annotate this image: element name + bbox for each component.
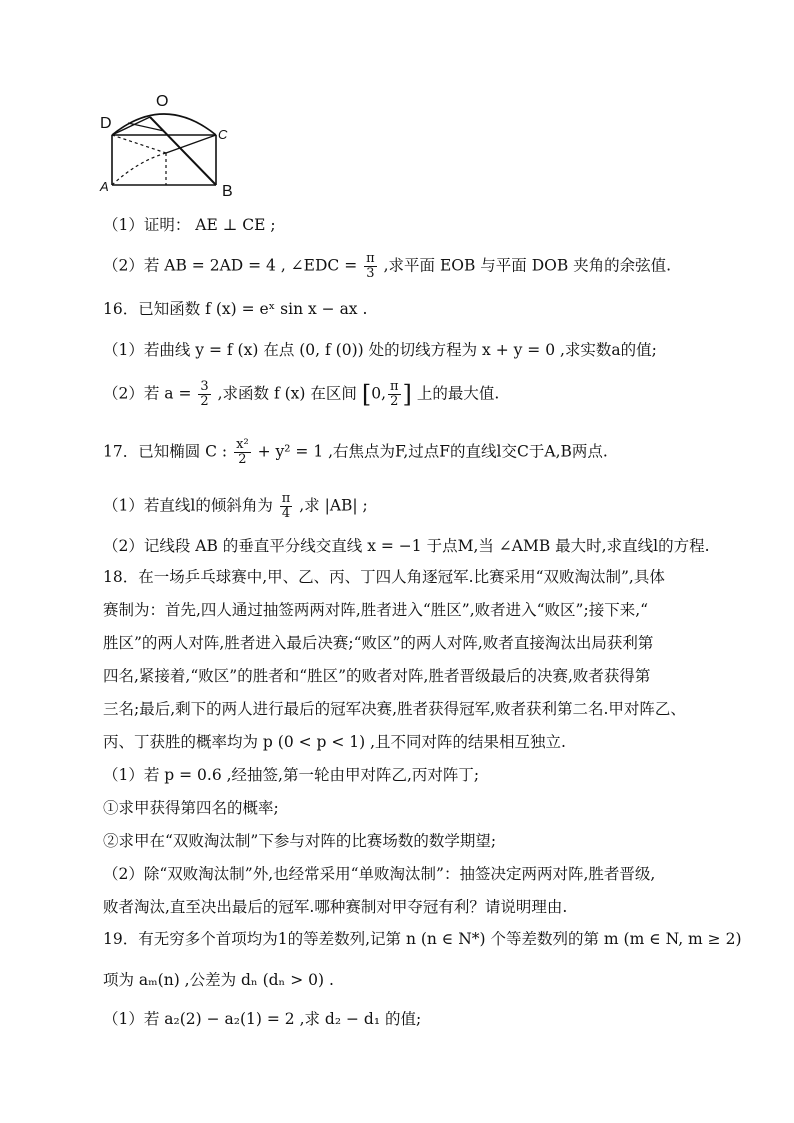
q17-part1 — [103, 492, 703, 521]
q16-part2-suffix: 上的最大值. — [416, 384, 500, 403]
q17-frac-num: x² — [236, 437, 249, 452]
q17-part1-fraction — [280, 492, 293, 521]
q16-part1: （1）若曲线 y = f (x) 在点 (0, f (0)) 处的切线方程为 x + y = 0 ,求实数a的值; — [103, 341, 657, 359]
q16-part2-prefix: （2）若 a = — [103, 384, 192, 403]
q17-part1-frac-num: π — [281, 491, 291, 506]
q15-part2-fraction — [364, 252, 377, 281]
q16-part2-mid: ,求函数 f (x) 在区间 — [217, 384, 357, 403]
q17-part1-frac-den: 4 — [281, 506, 291, 521]
q16-interval-num: π — [390, 379, 399, 394]
q17-part1-suffix: ,求 |AB| ; — [299, 496, 368, 515]
q17-stem-prefix: 17．已知椭圆 C : — [103, 442, 228, 461]
q15-part2-suffix: ,求平面 EOB 与平面 DOB 夹角的余弦值. — [383, 256, 672, 275]
q16-frac-num: 3 — [200, 379, 209, 394]
q16-part2 — [103, 380, 703, 409]
q15-part2-prefix: （2）若 AB = 2AD = 4 , ∠EDC = — [103, 256, 358, 275]
q18-stem-line-3: 胜区”的两人对阵,胜者进入最后决赛;“败区”的两人对阵,败者直接淘汰出局获利第 — [103, 634, 654, 652]
label-d: D — [100, 115, 112, 132]
q18-part1: （1）若 p = 0.6 ,经抽签,第一轮由甲对阵乙,丙对阵丁; — [103, 766, 480, 784]
q18-part2-line-2: 败者淘汰,直至决出最后的冠军.哪种赛制对甲夺冠有利？请说明理由. — [103, 898, 568, 916]
q16-interval-den: 2 — [390, 394, 399, 409]
q17-frac-den: 2 — [238, 452, 247, 467]
q19-part1: （1）若 a₂(2) − a₂(1) = 2 ,求 d₂ − d₁ 的值; — [103, 1010, 422, 1028]
q17-part1-prefix: （1）若直线l的倾斜角为 — [103, 496, 273, 515]
q18-stem-line-4: 四名,紧接着,“败区”的胜者和“胜区”的败者对阵,胜者晋级最后的决赛,败者获得第 — [103, 667, 651, 685]
q19-line-1: 19．有无穷多个首项均为1的等差数列,记第 n (n ∈ N*) 个等差数列的第 m (m ∈ N, m ≥ 2) — [103, 930, 742, 948]
q18-part2-line-1: （2）除“双败淘汰制”外,也经常采用“单败淘汰制”：抽签决定两两对阵,胜者晋级, — [103, 865, 656, 883]
q16-interval-left: 0, — [371, 384, 386, 403]
q16-frac-den: 2 — [200, 394, 209, 409]
q18-stem-line-1: 18．在一场乒乓球赛中,甲、乙、丙、丁四人角逐冠军.比赛采用“双败淘汰制”,具体 — [103, 568, 665, 586]
dashed-ae — [112, 153, 166, 185]
label-a: A — [100, 179, 109, 194]
dashed-de — [112, 135, 166, 153]
label-o: O — [156, 93, 169, 110]
q15-part2 — [103, 252, 703, 281]
q15-frac-den: 3 — [366, 266, 375, 281]
q15-frac-num: π — [366, 251, 375, 266]
q17-stem-fraction — [234, 438, 251, 467]
q18-stem-line-5: 三名;最后,剩下的两人进行最后的冠军决赛,胜者获得冠军,败者获利第二名.甲对阵乙、 — [103, 700, 686, 718]
line-ec — [166, 135, 216, 153]
label-c: C — [218, 127, 228, 142]
q18-stem-line-6: 丙、丁获胜的概率均为 p (0 < p < 1) ,且不同对阵的结果相互独立. — [103, 733, 566, 751]
q17-part2: （2）记线段 AB 的垂直平分线交直线 x = −1 于点M,当 ∠AMB 最大时,求直线l的方程. — [103, 537, 710, 555]
q15-part1: （1）证明： AE ⊥ CE ; — [103, 216, 276, 234]
geometry-figure — [98, 95, 248, 205]
q17-stem-suffix: + y² = 1 ,右焦点为F,过点F的直线l交C于A,B两点. — [257, 442, 608, 461]
q16-part2-fraction — [198, 380, 210, 409]
q18-part1-ii: ②求甲在“双败淘汰制”下参与对阵的比赛场数的数学期望; — [103, 832, 497, 850]
q16-bracket-right: ] — [402, 380, 412, 409]
q17-stem — [103, 438, 703, 467]
q18-stem-line-2: 赛制为：首先,四人通过抽签两两对阵,胜者进入“胜区”,败者进入“败区”;接下来,“ — [103, 601, 649, 619]
q16-bracket-left: [ — [361, 380, 372, 409]
q18-part1-i: ①求甲获得第四名的概率; — [103, 799, 279, 817]
q16-stem: 16．已知函数 f (x) = eˣ sin x − ax . — [103, 300, 368, 318]
line-do — [112, 117, 150, 135]
q16-interval-fraction — [388, 380, 401, 409]
q19-line-2: 项为 aₘ(n) ,公差为 dₙ (dₙ > 0) . — [103, 971, 334, 989]
label-b: B — [222, 183, 233, 200]
